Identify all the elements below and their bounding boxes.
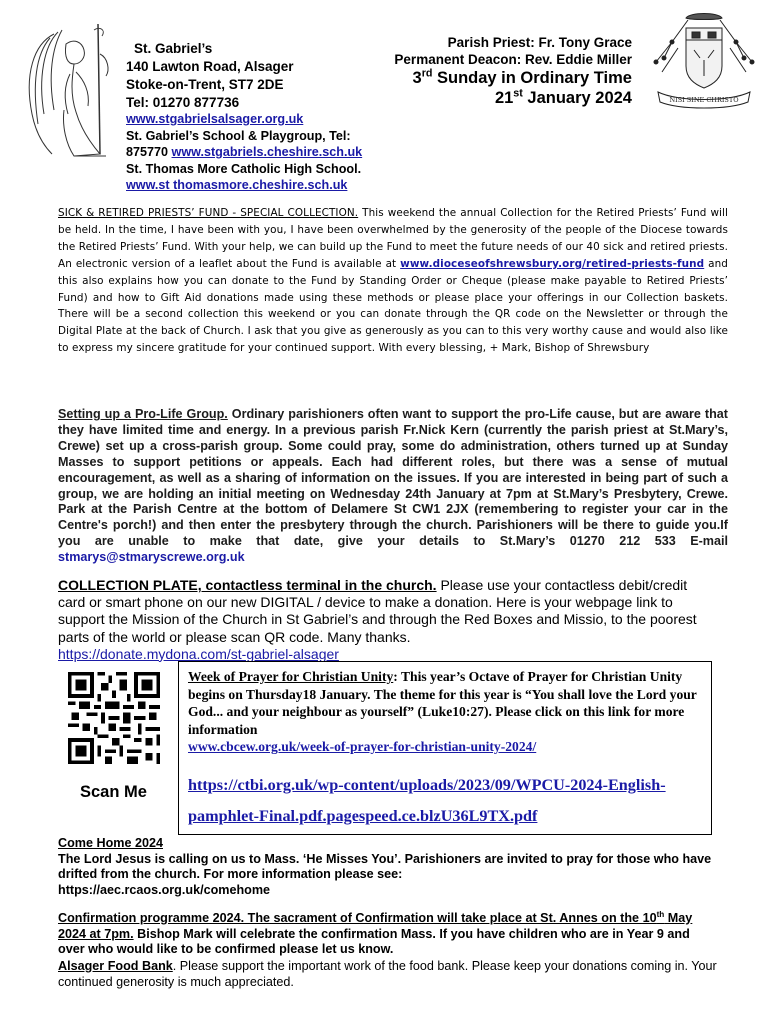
food-bank-heading: Alsager Food Bank (58, 959, 173, 973)
confirmation-section (58, 911, 718, 958)
ctbi-pamphlet-link[interactable]: https://ctbi.org.uk/wp-content/uploads/2023/09/WPCU-2024-English-pamphlet-Final.pdf.pagespeed.ce.blzU36L9TX.pdf (188, 776, 666, 825)
liturgical-sunday: 3rd Sunday in Ordinary Time (412, 67, 632, 87)
address-line-1: 140 Lawton Road, Alsager (126, 59, 294, 74)
address-line-2: Stoke-on-Trent, ST7 2DE (126, 77, 284, 92)
food-bank-section (58, 959, 718, 990)
donation-link[interactable]: https://donate.mydona.com/st-gabriel-alsager (58, 645, 339, 662)
collection-plate-section (58, 577, 698, 663)
school-telephone: 875770 (126, 145, 169, 159)
school-website-link[interactable]: www.stgabriels.cheshire.sch.uk (171, 145, 363, 159)
collection-heading: COLLECTION PLATE, contactless terminal in the church. (58, 577, 437, 593)
crest-motto: NISI SINE CHRISTO (669, 96, 739, 104)
come-home-text: The Lord Jesus is calling on us to Mass. ‘He Misses You’. Parishioners are invited to pray for those who have drifted from the church. For more information please see: (58, 851, 712, 882)
retired-priests-fund-link[interactable]: www.dioceseofshrewsbury.org/retired-priests-fund (400, 257, 705, 270)
parish-name: St. Gabriel’s (134, 41, 213, 56)
parish-priest: Parish Priest: Fr. Tony Grace (447, 35, 632, 50)
come-home-link[interactable]: https://aec.rcaos.org.uk/comehome (58, 882, 271, 897)
high-school-website-link[interactable]: www.st thomasmore.cheshire.sch.uk (126, 178, 348, 192)
prolife-heading: Setting up a Pro-Life Group. (58, 407, 228, 421)
permanent-deacon: Permanent Deacon: Rev. Eddie Miller (394, 52, 632, 67)
parish-address (126, 40, 366, 112)
prolife-text: Ordinary parishioners often want to support the pro-Life cause, but are aware that they have limited time and energy. In a previous parish Fr.Nick Kern (currently the parish priest at St.Mary’s, Crewe) set up a cross-parish group. Some could pray, some do administration, others turned up at Sunday Masses to support petitions or appeals. Each had different roles, but there was a sense of mutual encouragement, as well as a sharing of information on the issues. If you are interested in being part of such a group, we are holding an initial meeting on Wednesday 24th January at 7pm at St.Mary’s Presbytery, Crewe. Park at the Parish Centre at the bottom of Delamere St CW1 2JX (remembering to register your car in the Centre's porch!) and then enter the presbytery through the church. Parishioners will be there to guide you.If you are unable to make that date, give your details to St.Mary’s 01270 212 533 E-mail (58, 407, 728, 549)
bishop-crest (648, 10, 760, 114)
stmarys-email-link[interactable]: stmarys@stmaryscrewe.org.uk (58, 550, 245, 565)
newsletter-date: 21st January 2024 (494, 87, 632, 107)
header-clergy-date (350, 34, 632, 108)
angel-illustration (14, 14, 118, 164)
parish-links (126, 111, 456, 194)
sick-priests-fund-text-1: This weekend the annual Collection for the Retired Priests’ Fund will be held. In the time, I have been with you, I have been overwhelmed by the generosity of the people of the Diocese towards the Retired Priests’ Fund. With your help, we can build up the Fund to meet the future needs of our 40 sick and retired priests. An electronic version of a leaflet about the Fund is available at (58, 207, 728, 270)
prayer-week-text: : This year’s Octave of Prayer for Christian Unity begins on Thursday18 January. The theme for this year is “You shall love the Lord your God... and your neighbour as yourself” (Luke10:27). Please click on this link for more information (188, 669, 697, 737)
parish-telephone: Tel: 01270 877736 (126, 95, 240, 110)
prolife-section (58, 407, 728, 566)
prayer-week-heading: Week of Prayer for Christian Unity (188, 669, 394, 684)
food-bank-text: . Please support the important work of the food bank. Please keep your donations coming in. Your continued generosity is much appreciated. (58, 959, 717, 989)
collection-text: Please use your contactless debit/credit card or smart phone on our new DIGITAL / device to make a donation. Here is your webpage link to support the Mission of the Church in St Gabriel’s and through the Red Boxes and Missio, to the poorest parts of the world or please scan QR code. Many thanks. (58, 577, 697, 645)
prayer-week-section (188, 668, 698, 756)
high-school-name: St. Thomas More Catholic High School. (126, 161, 362, 176)
confirmation-heading: Confirmation programme 2024. The sacrament of Confirmation will take place at St. Annes on the 10th May 2024 at 7pm. (58, 909, 693, 941)
donation-qr-code[interactable] (68, 672, 160, 764)
sick-priests-fund-section (58, 205, 728, 357)
sick-priests-fund-heading: SICK & RETIRED PRIESTS’ FUND - SPECIAL COLLECTION. (58, 207, 359, 219)
come-home-heading: Come Home 2024 (58, 836, 163, 850)
sick-priests-fund-text-2: and this also explains how you can donate to the Fund by Standing Order or Cheque (please make payable to Retired Priests’ Fund) and how to Gift Aid donations made using these methods or please place your offerings in our Collection baskets. There will be a second collection this weekend or you can donate through the QR code on the Newsletter or through the Digital Plate at the back of Church. I ask that you give as generously as you can to this very worthy cause and would also like to express my sincere gratitude for your continued support. With every blessing, + Mark, Bishop of Shrewsbury (58, 257, 728, 355)
parish-website-link[interactable]: www.stgabrielsalsager.org.uk (126, 112, 304, 126)
confirmation-text: Bishop Mark will celebrate the confirmation Mass. If you have children who are in Year 9 and over who would like to be confirmed please let us know. (58, 926, 690, 957)
school-label: St. Gabriel’s School & Playgroup, Tel: (126, 128, 351, 143)
qr-caption: Scan Me (80, 783, 147, 801)
come-home-section (58, 836, 718, 898)
cbcew-prayer-link[interactable]: www.cbcew.org.uk/week-of-prayer-for-christian-unity-2024/ (188, 739, 537, 755)
